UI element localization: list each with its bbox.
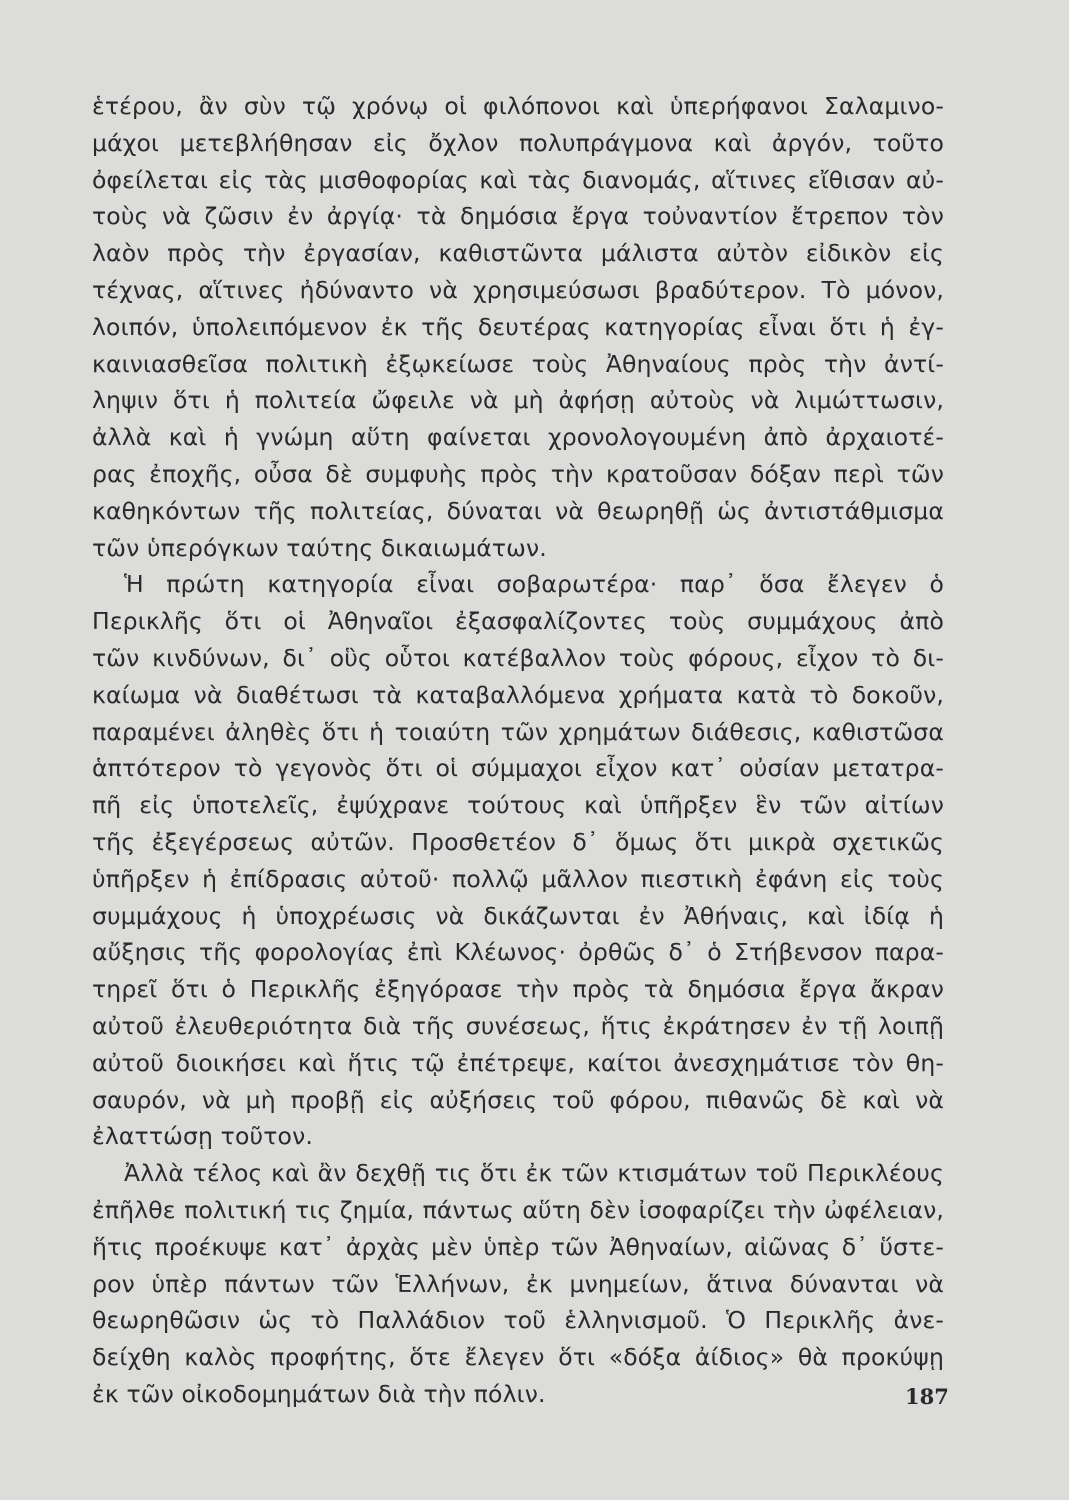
text-line: ἐκ τῶν οἰκοδομημάτων διὰ τὴν πόλιν. xyxy=(92,1379,546,1408)
body-text xyxy=(92,88,944,1413)
text-line: καινιασθεῖσα πολιτικὴ ἐξῳκείωσε τοὺς Ἀθηναίους πρὸς τὴν ἀντί- xyxy=(92,349,944,378)
text-line: Περικλῆς ὅτι οἱ Ἀθηναῖοι ἐξασφαλίζοντες τοὺς συμμάχους ἀπὸ xyxy=(92,607,944,636)
text-line: θεωρηθῶσιν ὡς τὸ Παλλάδιον τοῦ ἑλληνισμοῦ. Ὁ Περικλῆς ἀνε- xyxy=(92,1306,944,1335)
text-line: ἐπῆλθε πολιτική τις ζημία, πάντως αὕτη δὲν ἰσοφαρίζει τὴν ὠφέλειαν, xyxy=(92,1195,944,1224)
text-line: μάχοι μετεβλήθησαν εἰς ὄχλον πολυπράγμονα καὶ ἀργόν, τοῦτο xyxy=(92,128,944,157)
text-line: αὔξησις τῆς φορολογίας ἐπὶ Κλέωνος· ὀρθῶς δ᾽ ὁ Στήβενσον παρα- xyxy=(92,938,944,967)
text-line: συμμάχους ἡ ὑποχρέωσις νὰ δικάζωνται ἐν Ἀθήναις, καὶ ἰδίᾳ ἡ xyxy=(92,901,944,930)
text-line: τέχνας, αἵτινες ἠδύναντο νὰ χρησιμεύσωσι βραδύτερον. Τὸ μόνον, xyxy=(92,275,944,304)
text-line: καίωμα νὰ διαθέτωσι τὰ καταβαλλόμενα χρήματα κατὰ τὸ δοκοῦν, xyxy=(92,680,944,709)
text-line: δείχθη καλὸς προφήτης, ὅτε ἔλεγεν ὅτι «δόξα ἀίδιος» θὰ προκύψῃ xyxy=(92,1343,944,1372)
text-line: λαὸν πρὸς τὴν ἐργασίαν, καθιστῶντα μάλιστα αὐτὸν εἰδικὸν εἰς xyxy=(92,239,944,268)
text-line: ἀλλὰ καὶ ἡ γνώμη αὕτη φαίνεται χρονολογουμένη ἀπὸ ἀρχαιοτέ- xyxy=(92,423,944,452)
text-line: Ἡ πρώτη κατηγορία εἶναι σοβαρωτέρα· παρ᾽ ὅσα ἔλεγεν ὁ xyxy=(124,570,944,599)
text-line: παραμένει ἀληθὲς ὅτι ἡ τοιαύτη τῶν χρημάτων διάθεσις, καθιστῶσα xyxy=(92,717,944,746)
text-line: πῆ εἰς ὑποτελεῖς, ἐψύχρανε τούτους καὶ ὑπῆρξεν ἓν τῶν αἰτίων xyxy=(92,791,944,820)
text-line: τηρεῖ ὅτι ὁ Περικλῆς ἐξηγόρασε τὴν πρὸς τὰ δημόσια ἔργα ἄκραν xyxy=(92,975,944,1004)
text-line: ἑτέρου, ἂν σὺν τῷ χρόνῳ οἱ φιλόπονοι καὶ ὑπερήφανοι Σαλαμινο- xyxy=(92,92,944,120)
text-line: Ἀλλὰ τέλος καὶ ἂν δεχθῇ τις ὅτι ἐκ τῶν κτισμάτων τοῦ Περικλέους xyxy=(124,1159,944,1188)
text-line: ὑπῆρξεν ἡ ἐπίδρασις αὐτοῦ· πολλῷ μᾶλλον πιεστικὴ ἐφάνη εἰς τοὺς xyxy=(92,864,944,893)
paragraph-3 xyxy=(92,1155,944,1413)
text-line: ὀφείλεται εἰς τὰς μισθοφορίας καὶ τὰς διανομάς, αἵτινες εἴθισαν αὐ- xyxy=(92,165,944,194)
paragraph-1 xyxy=(92,88,944,566)
text-line: αὐτοῦ διοικήσει καὶ ἥτις τῷ ἐπέτρεψε, καίτοι ἀνεσχημάτισε τὸν θη- xyxy=(92,1048,944,1077)
text-line: τῶν ὑπερόγκων ταύτης δικαιωμάτων. xyxy=(92,533,547,562)
text-line: ρον ὑπὲρ πάντων τῶν Ἑλλήνων, ἐκ μνημείων, ἅτινα δύνανται νὰ xyxy=(92,1269,944,1298)
text-line: τῶν κινδύνων, δι᾽ οὓς οὗτοι κατέβαλλον τοὺς φόρους, εἶχον τὸ δι- xyxy=(92,643,944,672)
paragraph-2 xyxy=(92,566,944,1155)
text-line: σαυρόν, νὰ μὴ προβῇ εἰς αὐξήσεις τοῦ φόρου, πιθανῶς δὲ καὶ νὰ xyxy=(92,1085,944,1114)
text-line: ἐλαττώσῃ τοῦτον. xyxy=(92,1122,313,1151)
text-line: ληψιν ὅτι ἡ πολιτεία ὤφειλε νὰ μὴ ἀφήσῃ αὐτοὺς νὰ λιμώττωσιν, xyxy=(92,386,944,415)
page-number: 187 xyxy=(905,1384,949,1409)
text-line: τῆς ἐξεγέρσεως αὐτῶν. Προσθετέον δ᾽ ὅμως ὅτι μικρὰ σχετικῶς xyxy=(92,827,944,856)
text-line: τοὺς νὰ ζῶσιν ἐν ἀργίᾳ· τὰ δημόσια ἔργα τοὐναντίον ἔτρεπον τὸν xyxy=(92,202,944,231)
text-line: ἥτις προέκυψε κατ᾽ ἀρχὰς μὲν ὑπὲρ τῶν Ἀθηναίων, αἰῶνας δ᾽ ὕστε- xyxy=(92,1232,944,1261)
text-line: λοιπόν, ὑπολειπόμενον ἐκ τῆς δευτέρας κατηγορίας εἶναι ὅτι ἡ ἐγ- xyxy=(92,312,944,341)
text-line: ἁπτότερον τὸ γεγονὸς ὅτι οἱ σύμμαχοι εἶχον κατ᾽ οὐσίαν μετατρα- xyxy=(92,754,944,783)
text-line: καθηκόντων τῆς πολιτείας, δύναται νὰ θεωρηθῇ ὡς ἀντιστάθμισμα xyxy=(92,496,944,525)
text-line: ρας ἐποχῆς, οὖσα δὲ συμφυὴς πρὸς τὴν κρατοῦσαν δόξαν περὶ τῶν xyxy=(92,459,944,488)
text-line: αὐτοῦ ἐλευθεριότητα διὰ τῆς συνέσεως, ἥτις ἐκράτησεν ἐν τῇ λοιπῇ xyxy=(92,1011,944,1040)
